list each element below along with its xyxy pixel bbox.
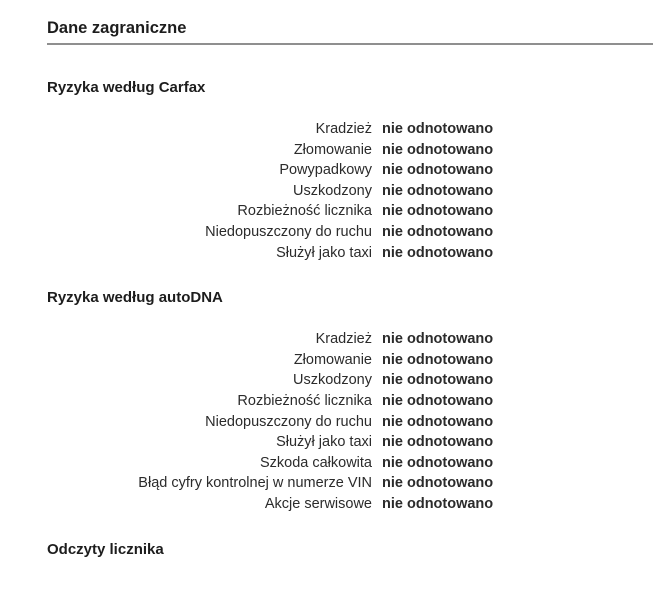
risk-value: nie odnotowano — [382, 495, 494, 512]
section-heading-autodna: Ryzyka według autoDNA — [47, 289, 223, 307]
risk-value: nie odnotowano — [382, 121, 494, 137]
risk-row — [47, 432, 654, 453]
risk-row — [47, 181, 654, 202]
section-carfax-risks — [47, 78, 654, 263]
risk-label: Złomowanie — [293, 141, 372, 158]
risk-value: nie odnotowano — [382, 203, 494, 220]
risk-row — [47, 391, 654, 412]
risk-label: Błąd cyfry kontrolnej w numerze VIN — [138, 475, 372, 492]
risk-label: Szkoda całkowita — [259, 454, 372, 471]
risk-row — [47, 412, 654, 433]
risk-row — [47, 222, 654, 243]
risk-label: Złomowanie — [293, 351, 372, 368]
risk-label: Niedopuszczony do ruchu — [205, 413, 372, 430]
risk-value: nie odnotowano — [382, 454, 494, 471]
risk-label: Niedopuszczony do ruchu — [205, 223, 372, 240]
risk-value: nie odnotowano — [382, 434, 494, 451]
section-heading-odometer: Odczyty licznika — [47, 540, 164, 558]
autodna-risk-list — [47, 329, 654, 514]
risk-row — [47, 473, 654, 494]
risk-value: nie odnotowano — [382, 331, 494, 348]
risk-row — [47, 453, 654, 474]
report-page — [0, 18, 654, 598]
risk-label: Rozbieżność licznika — [237, 203, 372, 220]
risk-label: Rozbieżność licznika — [237, 392, 372, 409]
risk-row — [47, 119, 654, 140]
risk-label: Powypadkowy — [279, 162, 372, 179]
risk-label: Akcje serwisowe — [264, 495, 372, 512]
risk-row — [47, 140, 654, 161]
risk-value: nie odnotowano — [382, 141, 494, 158]
risk-value: nie odnotowano — [382, 392, 494, 409]
risk-label: Uszkodzony — [293, 182, 372, 199]
risk-row — [47, 160, 654, 181]
risk-label: Służył jako taxi — [276, 244, 372, 261]
risk-value: nie odnotowano — [382, 223, 494, 240]
risk-row — [47, 370, 654, 391]
carfax-risk-list — [47, 119, 654, 263]
risk-label: Uszkodzony — [293, 372, 372, 389]
risk-value: nie odnotowano — [382, 372, 494, 389]
risk-value: nie odnotowano — [382, 413, 494, 430]
risk-label: Kradzież — [315, 121, 372, 137]
risk-row — [47, 329, 654, 350]
page-header — [47, 18, 653, 45]
section-autodna-risks — [47, 288, 654, 514]
risk-row — [47, 201, 654, 222]
section-odometer-readings — [47, 540, 654, 560]
risk-label: Służył jako taxi — [276, 434, 372, 451]
risk-value: nie odnotowano — [382, 475, 494, 492]
risk-value: nie odnotowano — [382, 182, 494, 199]
risk-value: nie odnotowano — [382, 162, 494, 179]
risk-label: Kradzież — [315, 331, 372, 348]
risk-row — [47, 350, 654, 371]
page-title: Dane zagraniczne — [47, 19, 187, 37]
risk-value: nie odnotowano — [382, 351, 494, 368]
risk-value: nie odnotowano — [382, 244, 494, 261]
risk-row — [47, 243, 654, 264]
risk-row — [47, 494, 654, 515]
section-heading-carfax: Ryzyka według Carfax — [47, 79, 206, 96]
